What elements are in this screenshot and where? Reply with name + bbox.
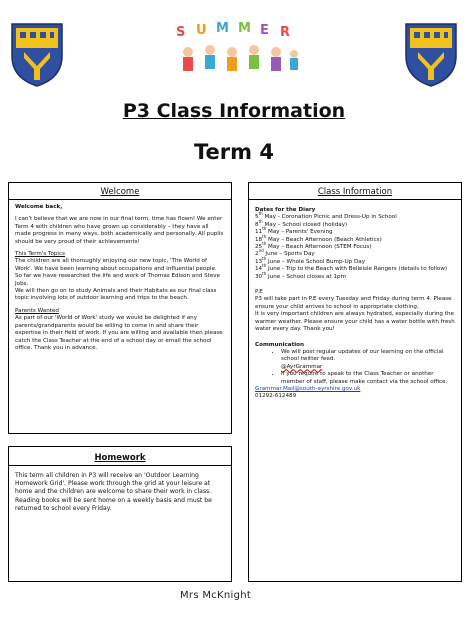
diary-item: 30th June – School closes at 1pm — [255, 270, 346, 280]
diary-item: 8th May – School closed (holiday) — [255, 218, 348, 228]
diary-item: 14th June - Trip to the Beach with Belleisle Rangers (details to follow) — [255, 263, 448, 273]
diary-item: 13th June – Whole School Bump-Up Day — [255, 255, 366, 265]
term-heading: Term 4 — [194, 140, 274, 164]
banner-letter: M — [216, 21, 229, 36]
school-email-link[interactable]: Grammar.Mail@south-ayrshire.gov.uk — [255, 385, 361, 392]
welcome-body — [9, 200, 231, 356]
topics-heading: This Term's Topics — [15, 251, 65, 258]
list-item — [281, 371, 455, 386]
diary-item: 11th May – Parents' Evening — [255, 226, 333, 236]
parents-heading: Parents Wanted — [15, 307, 59, 314]
communication-heading: Communication — [255, 341, 304, 348]
twitter-handle: @AyrGrammar — [281, 363, 323, 370]
homework-text-1: This term all children in P3 will receive an 'Outdoor Learning Homework Grid'. Please work through the grid at your leisure at home and the children are welcome to share their work in class. — [15, 472, 212, 496]
welcome-greeting: Welcome back, — [15, 204, 63, 210]
homework-heading: Homework — [94, 453, 146, 463]
communication-item-1: We will post regular updates of our learning on the official school twitter feed. — [281, 348, 444, 363]
pe-text-2: It is very important children are always hydrated, especially during the warmer weather. Please ensure your child has a water bottle with fresh water every day. Thank you! — [255, 311, 455, 333]
children-figures — [183, 45, 298, 71]
teacher-signature: Mrs McKnight — [180, 590, 252, 601]
school-crest-left — [10, 22, 64, 88]
diary-item: 25th May – Beach Afternoon (STEM Focus) — [255, 241, 372, 251]
diary-item: 5th May - Coronation Picnic and Dress-Up in School — [255, 211, 397, 221]
communication-list — [255, 349, 455, 386]
topics-text: The children are all thoroughly enjoying our new topic, 'The World of Work'. We have been learning about occupations and influential people. So far we have researched the life and work of Thomas Edison and Steve Jobs. — [15, 258, 221, 287]
school-phone: 01292-612489 — [255, 393, 297, 400]
banner-letter: U — [196, 23, 207, 38]
class-information-panel — [248, 182, 462, 582]
class-information-heading: Class Information — [317, 187, 393, 197]
pe-text: P3 will take part in P.E every Tuesday and Friday during term 4. Please ensure your child arrives to school in appropriate clothing. — [255, 296, 452, 310]
diary-heading: Dates for the Diary — [255, 207, 316, 213]
banner-letter: E — [260, 23, 269, 38]
banner-letter: R — [280, 25, 291, 40]
pe-heading: P.E — [255, 289, 263, 296]
summer-letters — [176, 21, 290, 40]
page-title: P3 Class Information — [122, 100, 346, 122]
diary-item: 2nd June – Sports Day — [255, 248, 315, 258]
diary-list — [255, 211, 455, 281]
banner-letter: S — [176, 25, 186, 40]
class-information-body — [249, 200, 461, 405]
banner-letter: M — [238, 21, 251, 36]
summer-banner-illustration — [168, 20, 308, 82]
communication-item-2: If you require to speak to the Class Teacher or another member of staff, please make contact via the school office. — [281, 371, 448, 385]
homework-body — [9, 466, 231, 519]
school-crest-right — [404, 22, 458, 88]
topics-text-2: We will then go on to study Animals and their Habitats as our final class topic involving lots of outdoor learning and trips to the beach. — [15, 288, 217, 302]
welcome-panel — [8, 182, 232, 434]
homework-text-2: Reading books will be sent home on a weekly basis and must be returned to school every Friday. — [15, 496, 212, 512]
homework-panel — [8, 446, 232, 582]
welcome-intro: I can't believe that we are now in our final term, time has flown! We enter Term 4 with children who have grown up considerably – they have all made progress in many ways, both academically and personally. All pupils should be very proud of their achievements! — [15, 216, 224, 245]
welcome-heading: Welcome — [100, 187, 140, 197]
list-item — [281, 349, 455, 371]
diary-item: 18th May – Beach Afternoon (Beach Athletics) — [255, 233, 382, 243]
parents-text: As part of our 'World of Work' study we would be delighted if any parents/grandparents would be willing to come in and share their expertise in their field of work. If you are willing and available then please catch the Class Teacher at the end of a school day or email the school office. Thank you in advance. — [15, 315, 223, 351]
